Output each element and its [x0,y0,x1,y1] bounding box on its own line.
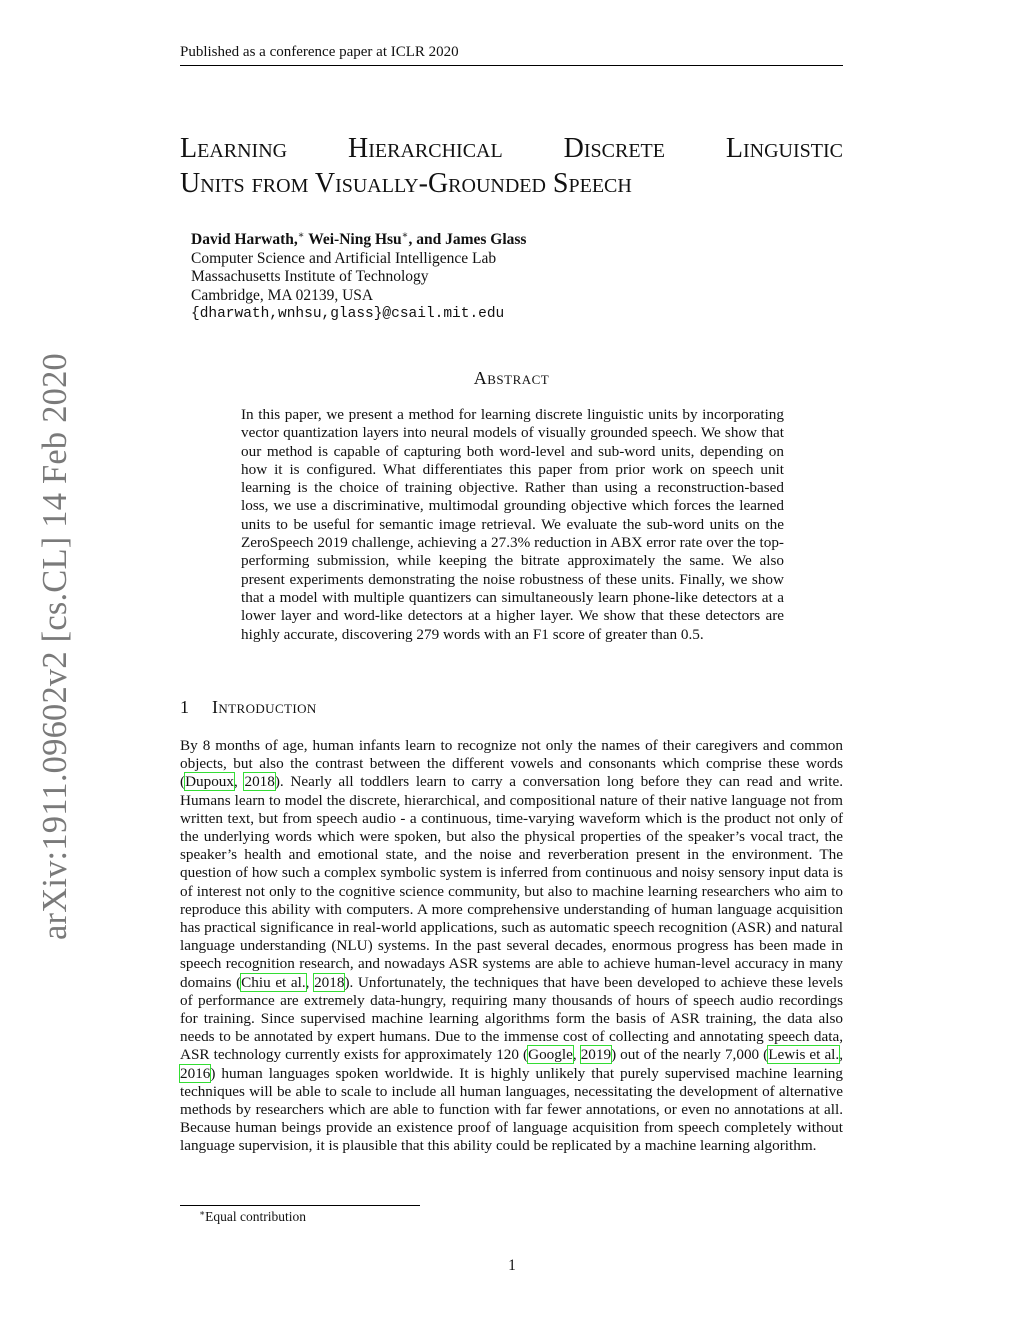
affiliation-line: Computer Science and Artificial Intelligence Lab [191,249,497,267]
author-emails: {dharwath,wnhsu,glass}@csail.mit.edu [191,306,505,322]
equal-contribution-mark: ∗ [297,230,305,241]
citation-year-link-chiu[interactable]: 2018 [314,973,345,991]
citation-year-link-lewis[interactable]: 2016 [180,1064,211,1082]
footnote-mark: ∗ [199,1208,206,1218]
citation-year-link-google[interactable]: 2019 [580,1046,612,1064]
affiliation-line: Massachusetts Institute of Technology [191,268,429,285]
author-2: Wei-Ning Hsu [308,231,402,248]
section-heading-introduction [180,697,317,718]
footnote-rule [180,1205,420,1206]
intro-text: ). Nearly all toddlers learn to carry a conversation long before they can read and write. Humans learn to model the discrete, hierarchical, and compositional nature of their native language not from written text, but from speech audio - a continuous, time-varying waveform which is the product not only of the underlying words which were spoken, but also the physical properties of the speaker’s vocal tract, the speaker’s health and emotional state, and the noise and reverberation present in the environment. The question of how such a complex symbolic system is inferred from continuous and noisy sensory input data is of interest not only to the cognitive science community, but also to machine learning researchers who aim to reproduce this ability with computers. A more comprehensive understanding of human language acquisition has practical significance in real-world applications, such as automatic speech recognition (ASR) and natural language understanding (NLU) systems. In the past several decades, enormous progress has been made in speech recognition research, and nowadays ASR systems are able to achieve human-level accuracy in many domains ( [180,773,844,991]
page-number: 1 [508,1257,516,1274]
citation-link-google[interactable]: Google [528,1046,573,1064]
affiliation-line: Cambridge, MA 02139, USA [191,286,374,304]
citation-separator: , [572,1046,581,1064]
footnote [199,1208,306,1225]
author-block [191,227,526,324]
paper-title [180,131,843,201]
running-head: Published as a conference paper at ICLR 2020 [180,44,459,60]
section-number: 1 [180,697,189,717]
author-1: David Harwath, [191,231,298,248]
abstract-body: In this paper, we present a method for learning discrete linguistic units by incorporating vector quantization layers into neural models of visually grounded speech. We show that our method is capable of capturing both word-level and sub-word units, depending on how it is configured. What differentiates this paper from prior work on speech unit learning is the choice of training objective. Rather than using a reconstruction-based loss, we use a discriminative, multimodal grounding objective which forces the learned units to be useful for semantic image retrieval. We evaluate the sub-word units on the ZeroSpeech 2019 challenge, achieving a 27.3% reduction in ABX error rate over the top-performing submission, while keeping the bitrate approximately the same. We also present experiments demonstrating the noise robustness of these units. Finally, we show that a model with multiple quantizers can simultaneously learn phone-like detectors at a lower layer and word-like detectors at a higher layer. We show that these detectors are highly accurate, discovering 279 words with an F1 score of greater than 0.5. [241,406,784,643]
citation-link-dupoux[interactable]: Dupoux [185,773,234,791]
intro-text: ) out of the nearly 7,000 ( [611,1046,769,1064]
footnote-text: Equal contribution [205,1209,306,1224]
header-rule [180,65,843,66]
intro-text: By 8 months of age, human infants learn to recognize not only the names of their caregivers and common objects, but also the contrast between the different vowels and consonants which comprise these words ( [180,737,843,791]
intro-text: ). Unfortunately, the techniques that have been developed to achieve these levels of performance are extremely data-hungry, requiring many thousands of hours of speech audio recordings for training. Since supervised machine learning algorithms form the basis of ASR training, the data also needs to be annotated by expert humans. Due to the immense cost of collecting and annotating speech data, ASR technology currently exists for approximately 120 ( [180,973,843,1064]
citation-link-lewis[interactable]: Lewis et al. [768,1046,840,1064]
citation-separator: , [839,1046,843,1064]
citation-separator: , [234,773,245,791]
section-title: Introduction [212,697,317,717]
citation-separator: , [305,973,315,991]
author-names [191,227,526,250]
arxiv-stamp: arXiv:1911.09602v2 [cs.CL] 14 Feb 2020 [36,352,74,940]
introduction-paragraph [180,737,843,1156]
title-line-2: Units from Visually-Grounded Speech [180,168,632,199]
title-line-1: Learning Hierarchical Discrete Linguistic [180,133,843,164]
intro-text: ) human languages spoken worldwide. It is highly unlikely that purely supervised machine learning techniques will be able to scale to include all human languages, necessitating the development of alternative methods by researchers which are able to function with far fewer annotations, or even no annotations at all. Because human beings provide an existence proof of language acquisition from speech completely without language supervision, it is plausible that this ability could be replicated by a machine learning algorithm. [180,1064,843,1155]
citation-year-link-dupoux[interactable]: 2018 [244,773,275,791]
abstract-heading: Abstract [473,368,550,388]
equal-contribution-mark: ∗ [401,230,409,241]
citation-link-chiu[interactable]: Chiu et al. [241,973,306,991]
author-3: , and James Glass [408,231,527,248]
